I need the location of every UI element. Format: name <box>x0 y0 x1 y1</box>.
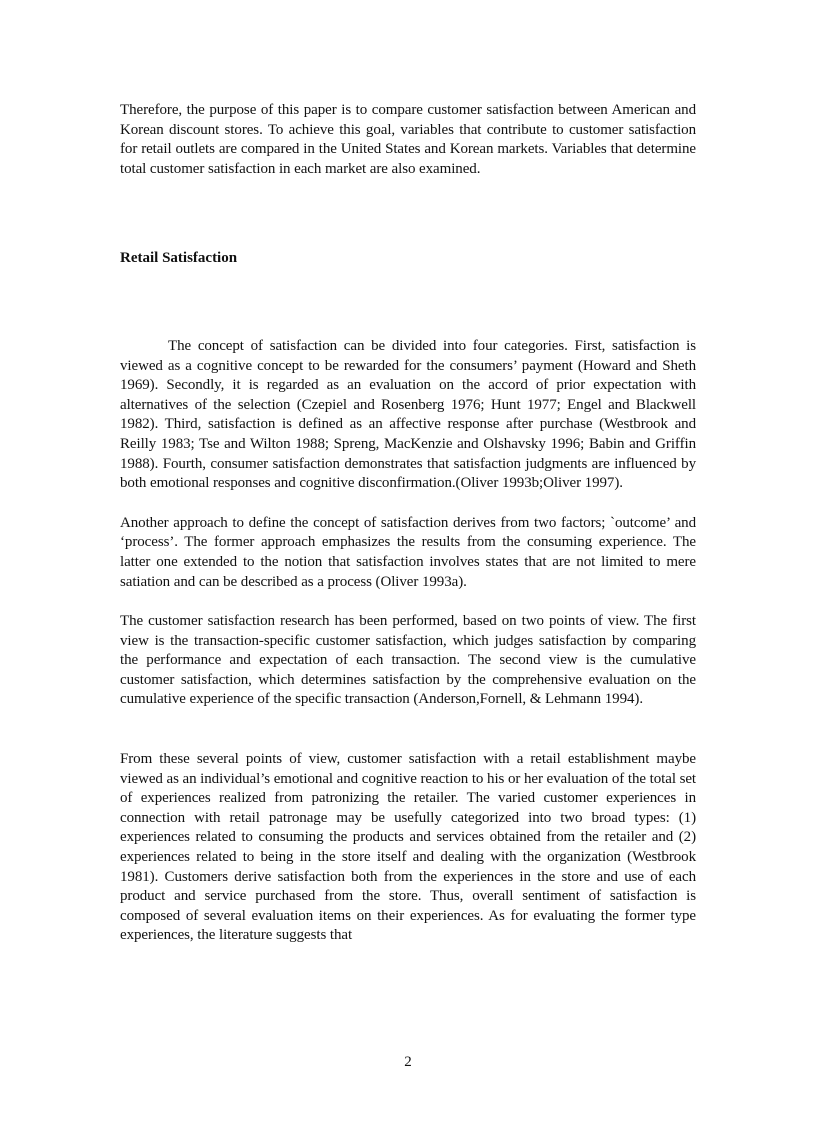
page-number: 2 <box>404 1054 412 1070</box>
paragraph-concept: The concept of satisfaction can be divided into four categories. First, satisfaction is viewed as a cognitive concept to be rewarded for the consumers’ payment (Howard and Sheth 1969). Secondly, it is regarded as an evaluation on the accord of prior expectation with alternatives of the selection (Czepiel and Rosenberg 1976; Hunt 1977; Engel and Blackwell 1982). Third, satisfaction is defined as an affective response after purchase (Westbrook and Reilly 1983; Tse and Wilton 1988; Spreng, MacKenzie and Olshavsky 1996; Babin and Griffin 1988). Fourth, consumer satisfaction demonstrates that satisfaction judgments are influenced by both emotional responses and cognitive disconfirmation.(Oliver 1993b;Oliver 1997). <box>120 337 696 492</box>
section-heading-retail-satisfaction: Retail Satisfaction <box>120 250 238 267</box>
paragraph-research: The customer satisfaction research has been performed, based on two points of view. The first view is the transaction-specific customer satisfaction, which judges satisfaction by comparing the performance and expectation of each transaction. The second view is the cumulative customer satisfaction, which determines satisfaction by the comprehensive evaluation on the cumulative experience of the specific transaction (Anderson,Fornell, & Lehmann 1994). <box>120 613 696 708</box>
page-body <box>120 101 696 946</box>
paragraph-retail: From these several points of view, customer satisfaction with a retail establishment maybe viewed as an individual’s emotional and cognitive reaction to his or her evaluation of the total set of experiences realized from patronizing the retailer. The varied customer experiences in connection with retail patronage may be usefully categorized into two broad types: (1) experiences related to consuming the products and services obtained from the retailer and (2) experiences related to being in the store itself and dealing with the organization (Westbrook 1981). Customers derive satisfaction both from the experiences in the store and use of each product and service purchased from the store. Thus, overall sentiment of satisfaction is composed of several evaluation items on their experiences. As for evaluating the former type experiences, the literature suggests that <box>120 751 697 944</box>
paragraph-approach: Another approach to define the concept of satisfaction derives from two factors; `outcome’ and ‘process’. The former approach emphasizes the results from the consuming experience. The latter one extended to the notion that satisfaction involves states that are not limited to mere satiation and can be described as a process (Oliver 1993a). <box>120 514 696 590</box>
paragraph-purpose: Therefore, the purpose of this paper is to compare customer satisfaction between American and Korean discount stores. To achieve this goal, variables that contribute to customer satisfaction for retail outlets are compared in the United States and Korean markets. Variables that determine total customer satisfaction in each market are also examined. <box>120 102 696 177</box>
